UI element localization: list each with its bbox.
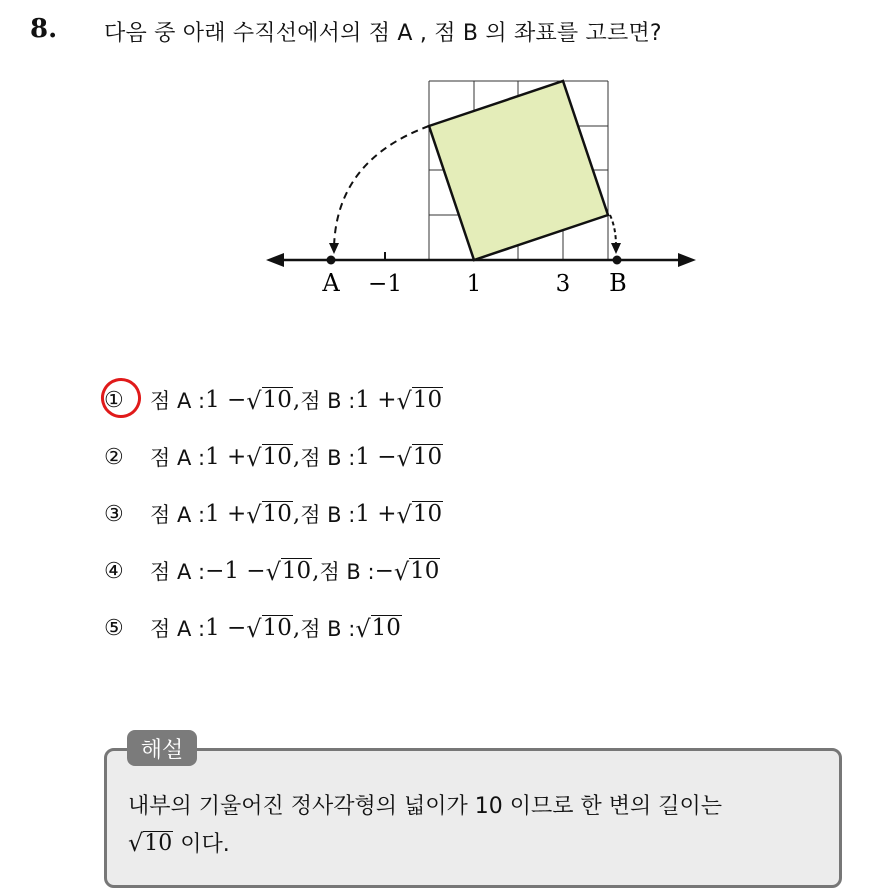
arc-arrowhead-a bbox=[329, 243, 339, 254]
choice-number: ⑤ bbox=[104, 615, 124, 641]
point-b-label: 점 B : bbox=[319, 560, 375, 584]
question-text: 다음 중 아래 수직선에서의 점 A , 점 B 의 좌표를 고르면? bbox=[104, 21, 662, 46]
point-a-prefix: 1 + bbox=[205, 444, 247, 470]
label-three: 3 bbox=[555, 271, 571, 297]
point-b-sqrt: √ 10 bbox=[355, 614, 401, 643]
right-arrowhead bbox=[678, 253, 696, 267]
label-minus-one: −1 bbox=[368, 271, 402, 297]
point-b-label: 점 B : bbox=[300, 446, 356, 470]
point-b-sqrt: √ 10 bbox=[396, 500, 443, 529]
point-a-sqrt: √ 10 bbox=[246, 500, 292, 529]
choice-4[interactable] bbox=[104, 554, 440, 588]
point-b-label: 점 B : bbox=[300, 617, 356, 641]
label-b: B bbox=[609, 269, 627, 297]
point-a-sqrt: √ 10 bbox=[246, 443, 292, 472]
separator: , bbox=[292, 615, 301, 641]
point-b-sqrt: √ 10 bbox=[396, 443, 443, 472]
point-b-label: 점 B : bbox=[300, 389, 356, 413]
choice-2[interactable] bbox=[104, 440, 443, 474]
arc-arrowhead-b bbox=[611, 243, 621, 254]
point-a-prefix: 1 − bbox=[205, 387, 247, 413]
point-b-prefix: 1 + bbox=[355, 387, 397, 413]
explanation-text bbox=[128, 788, 818, 864]
left-arrowhead bbox=[266, 253, 284, 267]
point-a-label: 점 A : bbox=[150, 503, 206, 527]
point-a-prefix: −1 − bbox=[205, 558, 266, 584]
choice-number: ② bbox=[104, 444, 124, 470]
explanation-tag: 해설 bbox=[127, 730, 197, 766]
point-a-sqrt: √ 10 bbox=[265, 557, 312, 586]
dashed-arc bbox=[334, 126, 429, 248]
point-b-prefix: 1 − bbox=[355, 444, 397, 470]
point-b-sqrt: √ 10 bbox=[393, 557, 440, 586]
label-a: A bbox=[322, 269, 340, 297]
point-b-sqrt: √ 10 bbox=[396, 386, 443, 415]
question-number: 8. bbox=[30, 14, 58, 44]
point-a bbox=[327, 256, 336, 265]
point-a-label: 점 A : bbox=[150, 446, 206, 470]
point-a-prefix: 1 − bbox=[205, 615, 247, 641]
sqrt-expression: √ 10 bbox=[128, 829, 173, 857]
label-one: 1 bbox=[466, 271, 482, 297]
point-b-label: 점 B : bbox=[300, 503, 356, 527]
point-b-prefix: − bbox=[374, 558, 394, 584]
tilted-square bbox=[429, 81, 608, 260]
separator: , bbox=[312, 558, 320, 584]
separator: , bbox=[292, 501, 301, 527]
explanation-line-1: 내부의 기울어진 정사각형의 넓이가 10 이므로 한 변의 길이는 bbox=[128, 794, 722, 819]
separator: , bbox=[292, 387, 301, 413]
point-a-label: 점 A : bbox=[150, 617, 206, 641]
dashed-drop bbox=[610, 215, 616, 246]
explanation-line-2: √ 10 이다. bbox=[128, 829, 230, 857]
point-a-sqrt: √ 10 bbox=[246, 614, 292, 643]
separator: , bbox=[292, 444, 301, 470]
choice-5[interactable] bbox=[104, 611, 402, 645]
point-a-label: 점 A : bbox=[150, 389, 206, 413]
choice-3[interactable] bbox=[104, 497, 443, 531]
choice-1[interactable] bbox=[104, 383, 443, 417]
point-a-label: 점 A : bbox=[150, 560, 206, 584]
choice-number: ③ bbox=[104, 501, 124, 527]
point-a-prefix: 1 + bbox=[205, 501, 247, 527]
choice-number: ① bbox=[104, 387, 124, 413]
point-b bbox=[613, 256, 622, 265]
choice-number: ④ bbox=[104, 558, 124, 584]
point-b-prefix: 1 + bbox=[355, 501, 397, 527]
number-line-figure bbox=[0, 0, 884, 320]
point-a-sqrt: √ 10 bbox=[246, 386, 292, 415]
